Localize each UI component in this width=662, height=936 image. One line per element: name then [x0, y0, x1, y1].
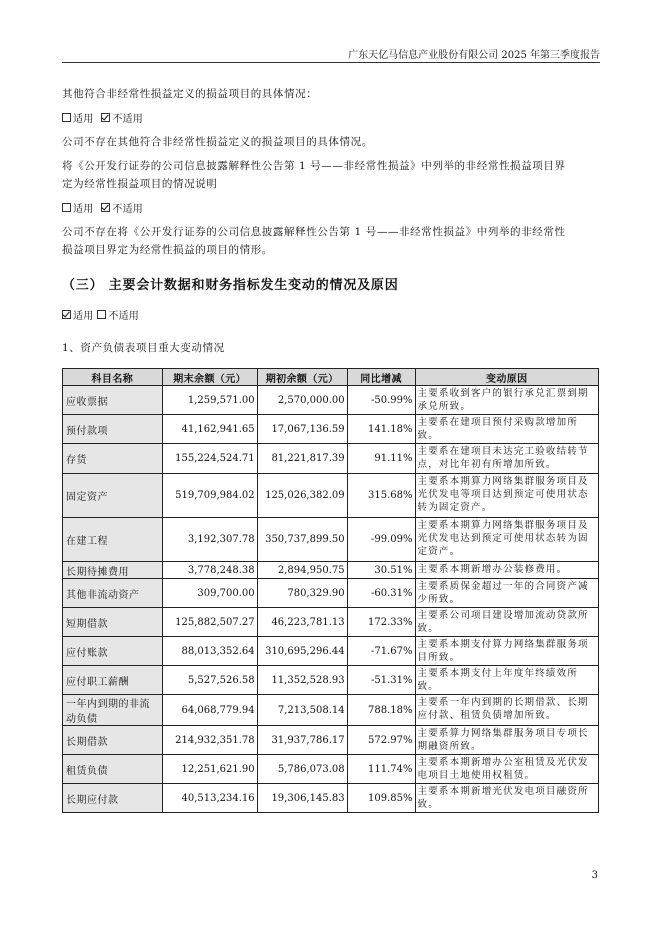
page-number: 3	[591, 870, 598, 881]
change-percent-cell: 141.18%	[347, 415, 415, 444]
account-name-cell: 租赁负债	[63, 755, 163, 784]
change-reason-cell: 主要系本期支付上年度年终绩效所致。	[415, 666, 598, 695]
change-reason-cell: 主要系本期支付算力网络集群服务项目所致。	[415, 637, 598, 666]
paragraph-no-other-items: 公司不存在其他符合非经常性损益定义的损益项目的具体情况。	[62, 136, 373, 148]
beginning-balance-cell: 2,894,950.75	[257, 562, 347, 579]
change-reason-cell: 主要系在建项目未达完工验收结转节点，对比年初有所增加所致。	[415, 444, 598, 474]
ending-balance-cell: 3,778,248.38	[162, 562, 257, 579]
table-row	[63, 579, 599, 608]
change-reason-cell: 主要系质保金超过一年的合同资产减少所致。	[415, 579, 598, 608]
ending-balance-cell: 88,013,352.64	[162, 637, 257, 666]
table-row	[63, 726, 599, 755]
table-row	[63, 666, 599, 695]
paragraph-other-items: 其他符合非经常性损益定义的损益项目的具体情况：	[62, 88, 318, 100]
option-label-not-applicable: 不适用	[112, 204, 144, 215]
ending-balance-cell: 155,224,524.71	[162, 444, 257, 474]
table-row	[63, 784, 599, 813]
change-reason-cell: 主要系本期算力网络集群服务项目及光伏发电等项目达到预定可使用状态转为固定资产。	[415, 474, 598, 518]
change-reason-cell: 主要系本期新增办公室租赁及光伏发电项目土地使用权租赁。	[415, 755, 598, 784]
beginning-balance-cell: 7,213,508.14	[257, 695, 347, 726]
ending-balance-cell: 64,068,779.94	[162, 695, 257, 726]
checkbox-not-applicable-checked-icon	[101, 203, 110, 212]
paragraph-none-line1: 公司不存在将《公开发行证券的公司信息披露解释性公告第 1 号——非经常性损益》中列举的非经常性	[62, 226, 566, 238]
table-row	[63, 562, 599, 579]
beginning-balance-cell: 780,329.90	[257, 579, 347, 608]
table-row	[63, 386, 599, 415]
ending-balance-cell: 1,259,571.00	[162, 386, 257, 415]
table-row	[63, 608, 599, 637]
change-percent-cell: 109.85%	[347, 784, 415, 813]
applicability-option-1	[62, 110, 602, 125]
table-row	[63, 518, 599, 562]
account-name-cell: 长期应付款	[63, 784, 163, 813]
ending-balance-cell: 519,709,984.02	[162, 474, 257, 518]
checkbox-not-applicable-checked-icon	[101, 113, 110, 122]
checkbox-applicable-icon	[62, 203, 71, 212]
account-name-cell: 固定资产	[63, 474, 163, 518]
change-percent-cell: 572.97%	[347, 726, 415, 755]
beginning-balance-cell: 46,223,781.13	[257, 608, 347, 637]
ending-balance-cell: 125,882,507.27	[162, 608, 257, 637]
beginning-balance-cell: 125,026,382.09	[257, 474, 347, 518]
applicability-option-2	[62, 200, 602, 215]
beginning-balance-cell: 310,695,296.44	[257, 637, 347, 666]
paragraph-definition-line2: 定为经常性损益项目的情况说明	[62, 178, 218, 190]
option-label-applicable: 适用	[73, 114, 94, 125]
applicability-option-3	[62, 307, 602, 322]
beginning-balance-cell: 31,937,786.17	[257, 726, 347, 755]
account-name-cell: 其他非流动资产	[63, 579, 163, 608]
table-row	[63, 695, 599, 726]
report-title: 广东天亿马信息产业股份有限公司 2025 年第三季度报告	[348, 50, 600, 61]
paragraph-definition-line1: 将《公开发行证券的公司信息披露解释性公告第 1 号——非经常性损益》中列举的非经常性损益项目界	[62, 160, 566, 172]
checkbox-applicable-checked-icon	[62, 310, 71, 319]
change-percent-cell: -60.31%	[347, 579, 415, 608]
account-name-cell: 长期待摊费用	[63, 562, 163, 579]
option-label-applicable: 适用	[73, 311, 94, 322]
ending-balance-cell: 41,162,941.65	[162, 415, 257, 444]
paragraph-none-line2: 损益项目界定为经常性损益的项目的情形。	[62, 244, 273, 256]
change-percent-cell: 172.33%	[347, 608, 415, 637]
change-percent-cell: 788.18%	[347, 695, 415, 726]
change-percent-cell: 91.11%	[347, 444, 415, 474]
table-row	[63, 415, 599, 444]
column-header: 同比增减	[347, 369, 415, 386]
beginning-balance-cell: 11,352,528.93	[257, 666, 347, 695]
change-reason-cell: 主要系收到客户的银行承兑汇票到期承兑所致。	[415, 386, 598, 415]
account-name-cell: 应收票据	[63, 386, 163, 415]
account-name-cell: 长期借款	[63, 726, 163, 755]
table-row	[63, 474, 599, 518]
account-name-cell: 应付账款	[63, 637, 163, 666]
checkbox-not-applicable-icon	[97, 310, 106, 319]
ending-balance-cell: 40,513,234.16	[162, 784, 257, 813]
ending-balance-cell: 3,192,307.78	[162, 518, 257, 562]
change-percent-cell: 30.51%	[347, 562, 415, 579]
table-row	[63, 755, 599, 784]
beginning-balance-cell: 350,737,899.50	[257, 518, 347, 562]
subsection-title: 1、资产负债表项目重大变动情况	[62, 342, 225, 354]
change-reason-cell: 主要系一年内到期的长期借款、长期应付款、租赁负债增加所致。	[415, 695, 598, 726]
option-label-not-applicable: 不适用	[112, 114, 144, 125]
change-reason-cell: 主要系公司项目建设增加流动贷款所致。	[415, 608, 598, 637]
ending-balance-cell: 5,527,526.58	[162, 666, 257, 695]
column-header: 期初余额（元）	[257, 369, 347, 386]
change-percent-cell: 111.74%	[347, 755, 415, 784]
page-header	[62, 44, 600, 63]
table-row	[63, 637, 599, 666]
change-percent-cell: 315.68%	[347, 474, 415, 518]
account-name-cell: 一年内到期的非流动负债	[63, 695, 163, 726]
column-header: 变动原因	[415, 369, 598, 386]
balance-sheet-changes-table	[62, 368, 599, 813]
beginning-balance-cell: 2,570,000.00	[257, 386, 347, 415]
ending-balance-cell: 214,932,351.78	[162, 726, 257, 755]
section-title: （三） 主要会计数据和财务指标发生变动的情况及原因	[62, 278, 399, 293]
checkbox-applicable-icon	[62, 113, 71, 122]
change-reason-cell: 主要系本期新增光伏发电项目融资所致。	[415, 784, 598, 813]
column-header: 科目名称	[63, 369, 163, 386]
change-reason-cell: 主要系在建项目预付采购款增加所致。	[415, 415, 598, 444]
account-name-cell: 预付款项	[63, 415, 163, 444]
change-reason-cell: 主要系算力网络集群服务项目专项长期融资所致。	[415, 726, 598, 755]
account-name-cell: 短期借款	[63, 608, 163, 637]
change-percent-cell: -51.31%	[347, 666, 415, 695]
change-percent-cell: -99.09%	[347, 518, 415, 562]
column-header: 期末余额（元）	[162, 369, 257, 386]
beginning-balance-cell: 5,786,073.08	[257, 755, 347, 784]
option-label-not-applicable: 不适用	[108, 311, 140, 322]
account-name-cell: 在建工程	[63, 518, 163, 562]
account-name-cell: 存货	[63, 444, 163, 474]
change-percent-cell: -71.67%	[347, 637, 415, 666]
table-header-row	[63, 369, 599, 386]
change-percent-cell: -50.99%	[347, 386, 415, 415]
ending-balance-cell: 12,251,621.90	[162, 755, 257, 784]
option-label-applicable: 适用	[73, 204, 94, 215]
change-reason-cell: 主要系本期新增办公装修费用。	[415, 562, 598, 579]
change-reason-cell: 主要系本期算力网络集群服务项目及光伏发电达到预定可使用状态转为固定资产。	[415, 518, 598, 562]
beginning-balance-cell: 17,067,136.59	[257, 415, 347, 444]
beginning-balance-cell: 19,306,145.83	[257, 784, 347, 813]
account-name-cell: 应付职工薪酬	[63, 666, 163, 695]
ending-balance-cell: 309,700.00	[162, 579, 257, 608]
table-row	[63, 444, 599, 474]
beginning-balance-cell: 81,221,817.39	[257, 444, 347, 474]
